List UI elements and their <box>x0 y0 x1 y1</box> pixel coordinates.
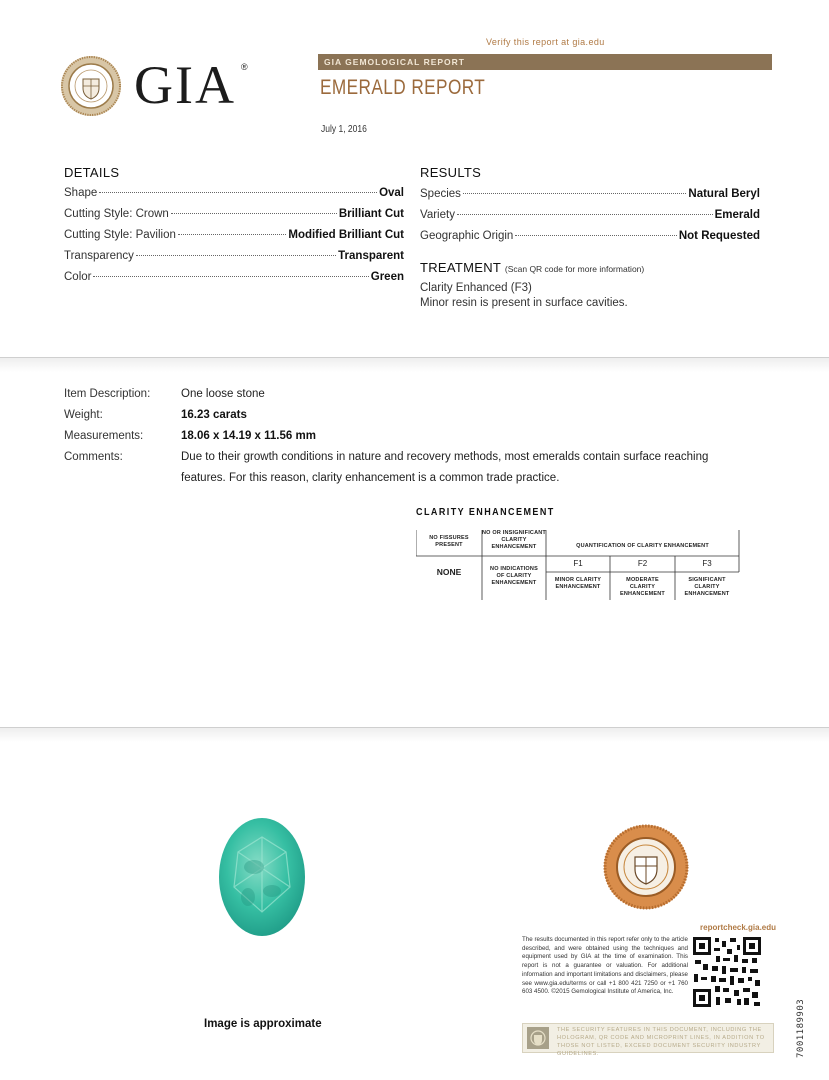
treatment-title: TREATMENT <box>420 260 501 275</box>
comments-line-1: Due to their growth conditions in nature and recovery methods, most emeralds contain surface reaching <box>181 451 709 463</box>
treatment-line-1: Clarity Enhanced (F3) <box>420 282 532 294</box>
results-list <box>420 188 760 251</box>
result-row-origin <box>420 230 760 251</box>
result-label: Species <box>420 188 461 200</box>
grade-f3: F3 <box>702 559 712 568</box>
registered-mark: ® <box>241 62 248 72</box>
image-caption: Image is approximate <box>204 1018 322 1030</box>
section-fade <box>0 358 829 372</box>
none-value: NONE <box>436 567 462 577</box>
comments-label: Comments: <box>64 451 123 463</box>
result-label: Variety <box>420 209 455 221</box>
result-value: Not Requested <box>678 230 760 242</box>
grade-f1-desc: MINOR CLARITY ENHANCEMENT <box>554 577 602 590</box>
result-row-variety <box>420 209 760 230</box>
grade-f1: F1 <box>573 559 583 568</box>
col-no-fissures-head: NO FISSURES PRESENT <box>429 535 469 548</box>
detail-row-color <box>64 271 404 292</box>
treatment-note: (Scan QR code for more information) <box>504 264 645 274</box>
reportcheck-link[interactable]: reportcheck.gia.edu <box>700 923 777 932</box>
gia-logo-text: GIA <box>134 55 236 115</box>
detail-row-shape <box>64 187 404 208</box>
treatment-heading <box>420 260 644 275</box>
detail-value: Modified Brilliant Cut <box>288 229 404 241</box>
weight-label: Weight: <box>64 409 103 421</box>
gia-seal-large-icon <box>603 824 689 910</box>
item-description-value: One loose stone <box>181 388 265 400</box>
detail-value: Oval <box>379 187 404 199</box>
detail-value: Green <box>370 271 404 283</box>
report-serial-number: 7001189903 <box>796 998 806 1058</box>
result-value: Natural Beryl <box>688 188 760 200</box>
weight-value: 16.23 carats <box>181 409 247 421</box>
verify-link[interactable]: Verify this report at gia.edu <box>486 37 605 47</box>
details-list <box>64 187 404 292</box>
emerald-gem-image <box>218 817 306 937</box>
results-heading: RESULTS <box>420 165 482 180</box>
detail-label: Shape <box>64 187 98 199</box>
quantification-head: QUANTIFICATION OF CLARITY ENHANCEMENT <box>576 543 709 549</box>
report-date: July 1, 2016 <box>321 124 367 135</box>
report-type-banner: GIA GEMOLOGICAL REPORT <box>318 54 772 70</box>
result-label: Geographic Origin <box>420 230 514 242</box>
detail-label: Color <box>64 271 92 283</box>
details-heading: DETAILS <box>64 165 120 180</box>
disclaimer-text: The results documented in this report refer only to the article described, and were obtained using the techniques and equipment used by GIA at the time of examination. This report is not a guarantee or valuation. For additional information and important limitations and disclaimers, please see www.gia.edu/terms or call +1 800 421 7250 or +1 760 603 4500. ©2015 Gemological Institute of America, Inc. <box>522 936 688 996</box>
detail-label: Cutting Style: Pavilion <box>64 229 176 241</box>
comments-line-2: features. For this reason, clarity enhancement is a common trade practice. <box>181 472 560 484</box>
grade-f2: F2 <box>637 559 648 568</box>
detail-label: Transparency <box>64 250 134 262</box>
hologram-icon <box>527 1027 549 1049</box>
measurements-value: 18.06 x 14.19 x 11.56 mm <box>181 430 316 442</box>
item-description-label: Item Description: <box>64 388 151 400</box>
no-indications-value: NO INDICATIONS OF CLARITY ENHANCEMENT <box>490 566 538 586</box>
detail-label: Cutting Style: Crown <box>64 208 169 220</box>
result-value: Emerald <box>714 209 760 221</box>
grade-f3-desc: SIGNIFICANT CLARITY ENHANCEMENT <box>684 577 730 597</box>
treatment-line-2: Minor resin is present in surface cavities. <box>420 297 628 309</box>
report-title: EMERALD REPORT <box>320 76 486 99</box>
grade-f2-desc: MODERATE CLARITY ENHANCEMENT <box>620 577 665 597</box>
qr-code-icon[interactable] <box>692 936 762 1008</box>
clarity-enhancement-table <box>416 530 740 600</box>
security-text: THE SECURITY FEATURES IN THIS DOCUMENT, INCLUDING THE HOLOGRAM, QR CODE AND MICROPRINT LINES, IN ADDITION TO THOSE NOT LISTED, EXCEED DOCUMENT SECURITY INDUSTRY GUIDELINES. <box>557 1027 765 1057</box>
detail-row-transparency <box>64 250 404 271</box>
gia-seal-icon <box>60 55 122 117</box>
detail-row-crown <box>64 208 404 229</box>
measurements-label: Measurements: <box>64 430 144 442</box>
clarity-enhancement-title: CLARITY ENHANCEMENT <box>416 507 555 518</box>
detail-value: Transparent <box>338 250 404 262</box>
col-insignificant-head: NO OR INSIGNIFICANT CLARITY ENHANCEMENT <box>482 530 546 550</box>
detail-row-pavilion <box>64 229 404 250</box>
detail-value: Brilliant Cut <box>338 208 404 220</box>
section-fade <box>0 728 829 742</box>
result-row-species <box>420 188 760 209</box>
